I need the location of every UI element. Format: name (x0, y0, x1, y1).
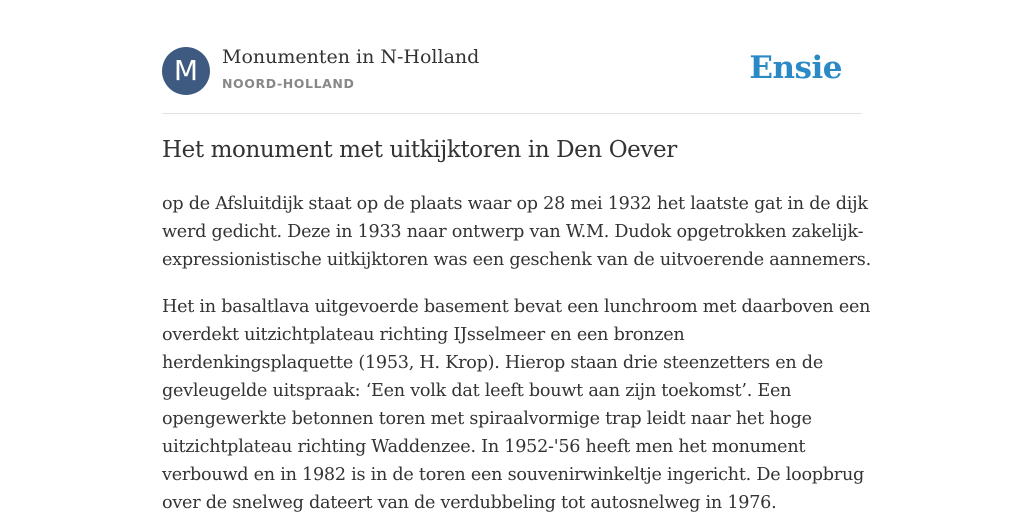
avatar[interactable]: M (162, 47, 210, 95)
paragraph-line: op de Afsluitdijk staat op de plaats waar op 28 mei 1932 het laatste gat in de dijk (162, 194, 868, 214)
paragraph-line: over de snelweg dateert van de verdubbeling tot autosnelweg in 1976. (162, 493, 777, 512)
source-name-link[interactable]: Monumenten in N-Holland (222, 46, 480, 68)
ensie-logo-link[interactable]: Ensie (749, 50, 842, 86)
source-header (162, 46, 862, 98)
paragraph-line: uitzichtplateau richting Waddenzee. In 1952-'56 heeft men het monument (162, 437, 806, 457)
paragraph-line: gevleugelde uitspraak: ‘Een volk dat leeft bouwt aan zijn toekomst’. Een (162, 381, 792, 401)
header-divider (162, 113, 862, 114)
source-region: NOORD-HOLLAND (222, 76, 355, 91)
article-paragraph-2 (162, 293, 871, 512)
article-title: Het monument met uitkijktoren in Den Oever (162, 137, 677, 163)
paragraph-line: opengewerkte betonnen toren met spiraalvormige trap leidt naar het hoge (162, 409, 812, 429)
paragraph-line: Het in basaltlava uitgevoerde basement bevat een lunchroom met daarboven een (162, 297, 871, 317)
paragraph-line: overdekt uitzichtplateau richting IJsselmeer en een bronzen (162, 325, 685, 345)
paragraph-line: herdenkingsplaquette (1953, H. Krop). Hierop staan drie steenzetters en de (162, 353, 823, 373)
article-paragraph-1 (162, 190, 871, 274)
paragraph-line: werd gedicht. Deze in 1933 naar ontwerp van W.M. Dudok opgetrokken zakelijk- (162, 222, 864, 242)
paragraph-line: expressionistische uitkijktoren was een geschenk van de uitvoerende aannemers. (162, 250, 871, 270)
paragraph-line: verbouwd en in 1982 is in de toren een souvenirwinkeltje ingericht. De loopbrug (162, 465, 865, 485)
